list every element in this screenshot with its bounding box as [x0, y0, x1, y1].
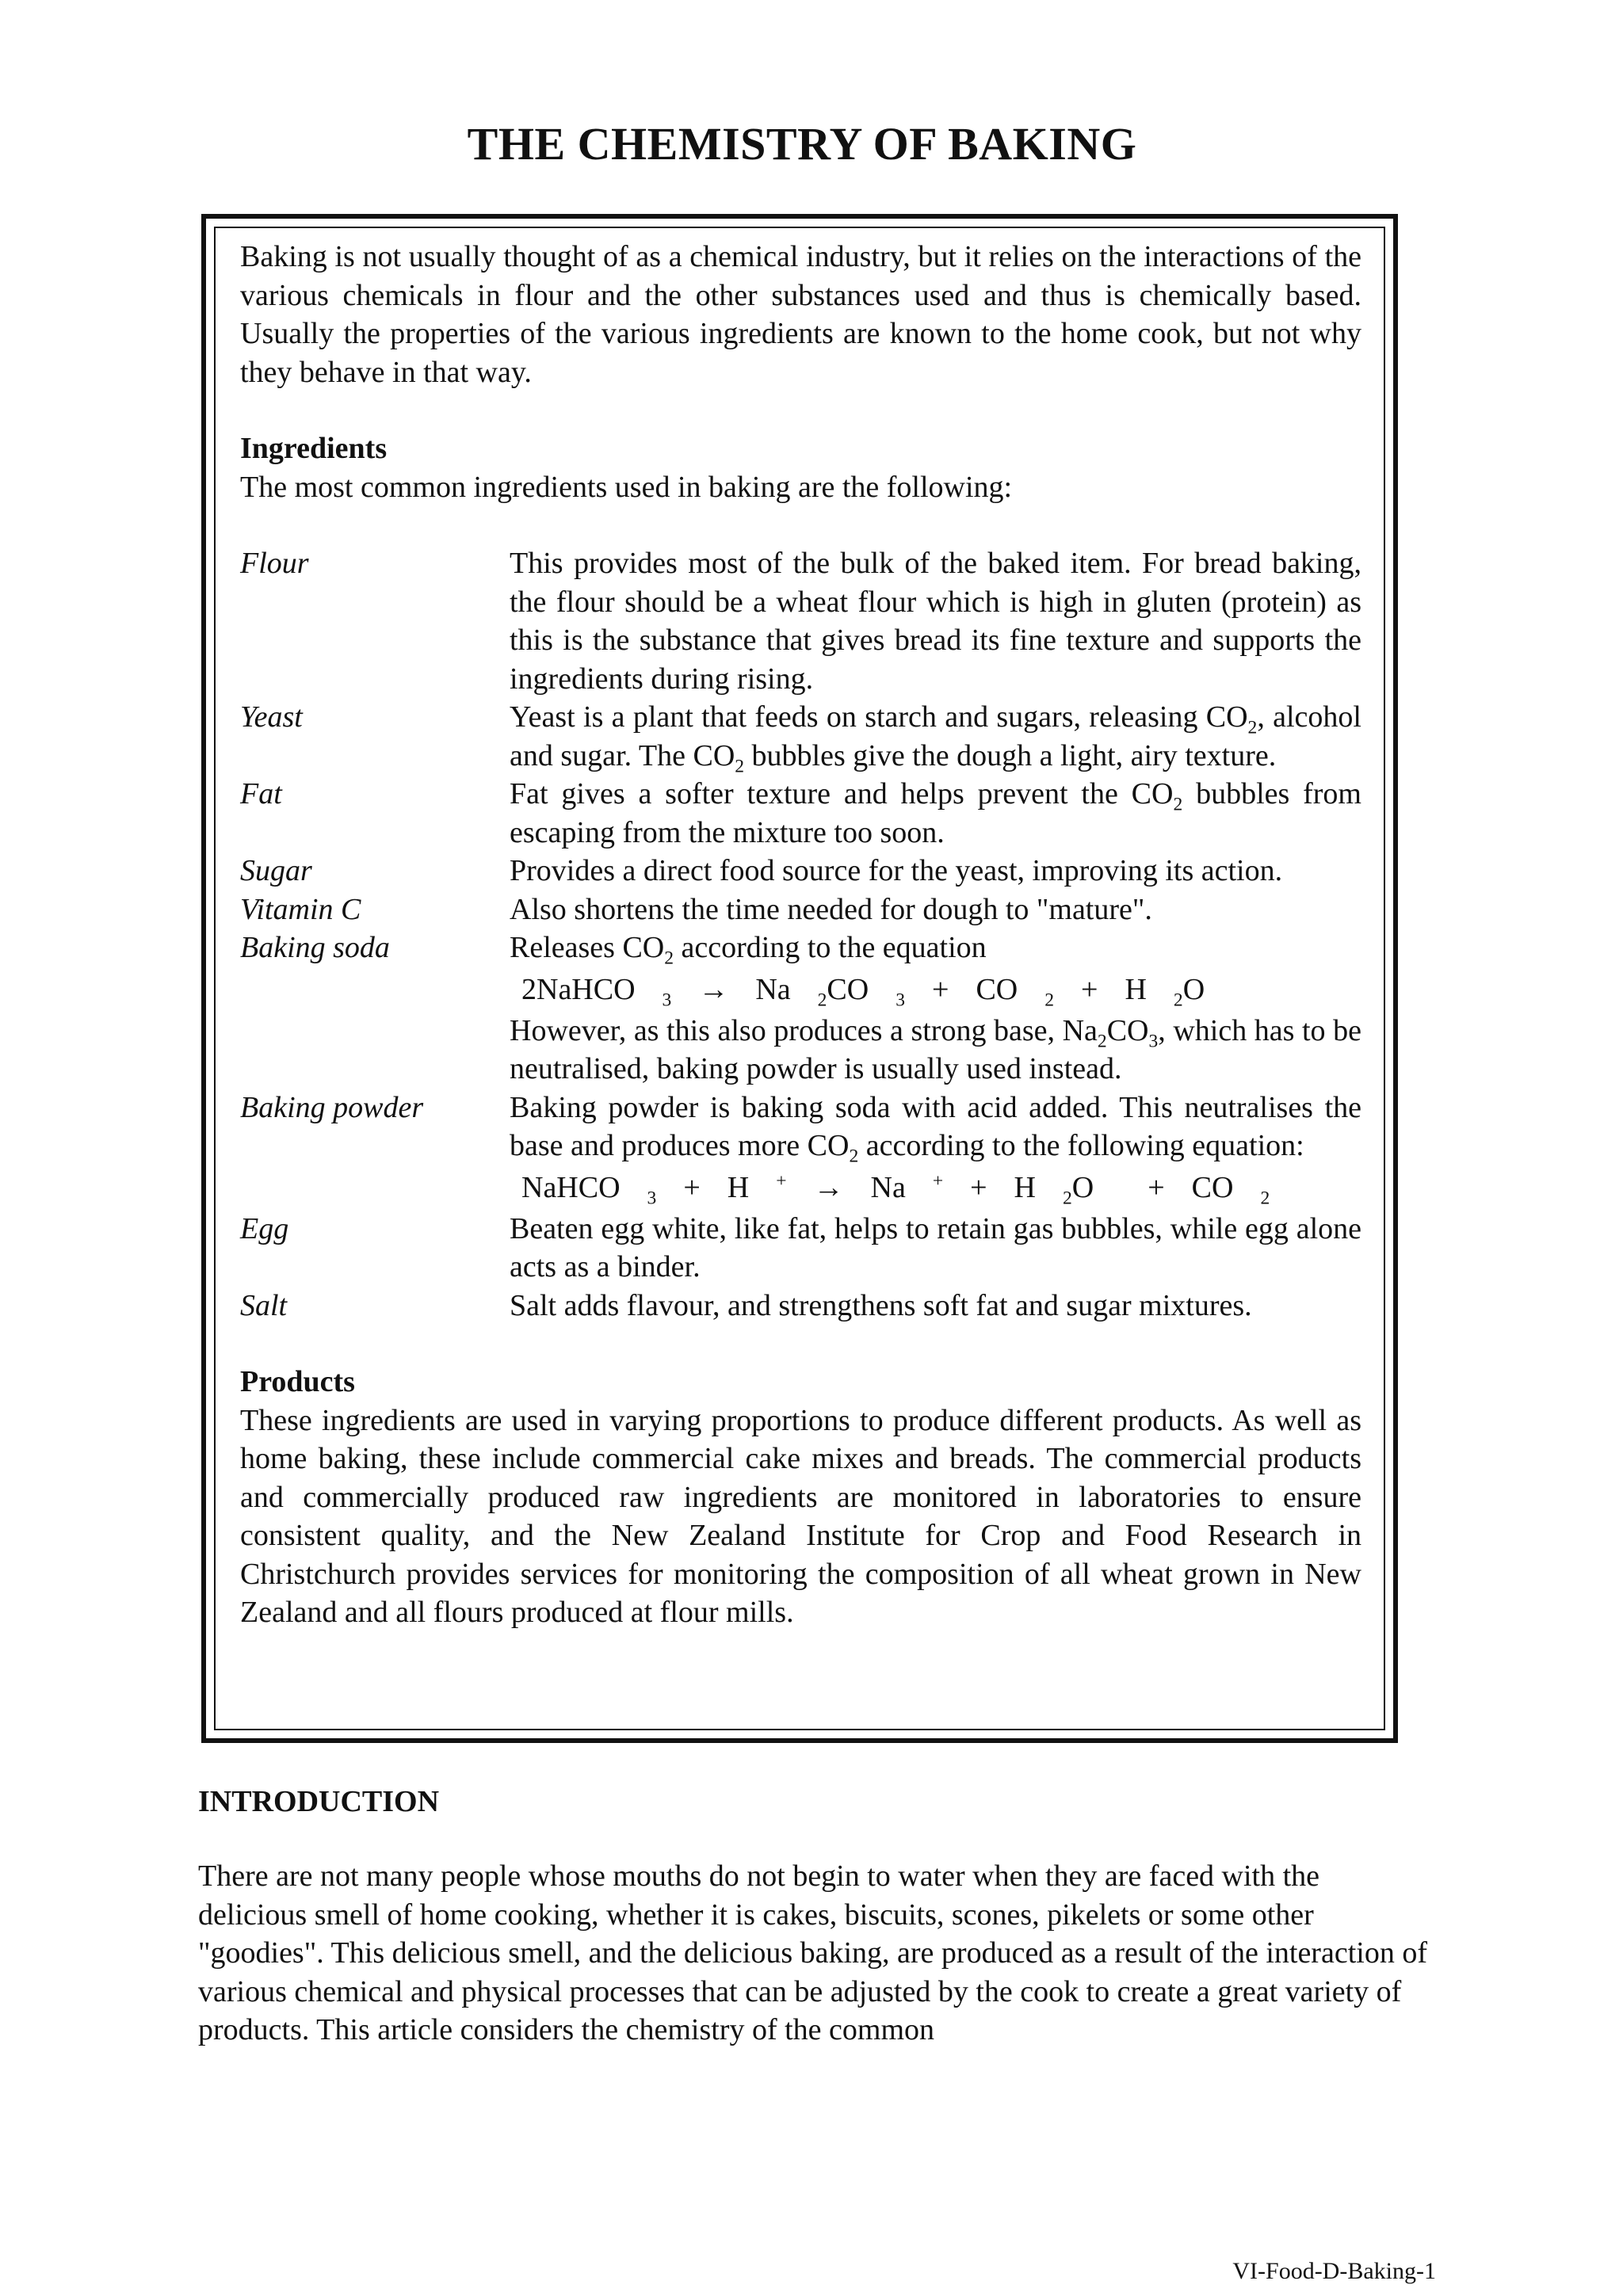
summary-box-content [240, 238, 1361, 1632]
ingredient-row-baking-soda [240, 929, 1361, 1089]
ingredient-term: Egg [240, 1211, 289, 1245]
ingredient-row-sugar [240, 852, 1361, 891]
page-title: THE CHEMISTRY OF BAKING [467, 118, 1137, 170]
ingredient-description: Also shortens the time needed for dough to "mature". [510, 892, 1152, 926]
products-heading: Products [240, 1365, 355, 1398]
ingredient-term: Salt [240, 1288, 288, 1322]
ingredients-heading: Ingredients [240, 432, 388, 465]
ingredient-description: Salt adds flavour, and strengthens soft fat and sugar mixtures. [510, 1288, 1252, 1322]
ingredient-row-flour [240, 544, 1361, 698]
ingredient-description: Yeast is a plant that feeds on starch and sugars, releasing $CO_2$, alcohol and sugar. The $CO_2$ bubbles give the dough a light, airy texture. [510, 700, 1361, 777]
equation-baking-powder: NaHCO $_3$ + H + → Na + + H $_2$O + CO $_2$ [521, 1169, 1270, 1209]
ingredient-row-egg [240, 1210, 1361, 1287]
ingredient-description: Provides a direct food source for the yeast, improving its action. [510, 854, 1283, 887]
ingredient-description: This provides most of the bulk of the baked item. For bread baking, the flour should be a wheat flour which is high in gluten (protein) as this is the substance that gives bread its fine texture and supports the ingredients during rising. [510, 547, 1361, 696]
ingredient-term: Baking powder [240, 1090, 424, 1124]
ingredient-description: Baking powder is baking soda with acid added. This neutralises the base and produces more $CO_2$ according to the following equation: NaHCO $_3$ + H + → Na + + H $_2$O + CO $_2$ [510, 1090, 1361, 1209]
box-intro-paragraph: Baking is not usually thought of as a chemical industry, but it relies on the interactions of the various chemicals in flour and the other substances used and thus is chemically based. Usually the properties of the various ingredients are known to the home cook, but not why they behave in that way. [240, 240, 1361, 389]
ingredient-term: Vitamin C [240, 892, 361, 926]
ingredient-row-fat [240, 775, 1361, 852]
ingredient-description: Fat gives a softer texture and helps prevent the $CO_2$ bubbles from escaping from the mixture too soon. [510, 777, 1361, 849]
ingredient-row-baking-powder [240, 1089, 1361, 1210]
ingredient-row-vitamin-c [240, 891, 1361, 929]
ingredient-description: Beaten egg white, like fat, helps to retain gas bubbles, while egg alone acts as a binder. [510, 1211, 1361, 1283]
ingredient-term: Flour [240, 547, 309, 580]
introduction-heading: INTRODUCTION [198, 1785, 440, 1818]
ingredient-row-yeast [240, 698, 1361, 775]
ingredient-term: Sugar [240, 854, 312, 887]
ingredients-intro: The most common ingredients used in baking are the following: [240, 470, 1013, 504]
ingredient-row-salt [240, 1287, 1361, 1325]
ingredient-term: Yeast [240, 700, 303, 734]
ingredient-description: Releases $CO_2$ according to the equation 2NaHCO $_3$ → Na $_2$CO $_3$ + CO $_2$ + H $_2$O However, as this also produces a strong base, $Na_2CO_3$, which has to be neutralised, baking powder is usually used instead. [510, 931, 1361, 1085]
equation-baking-soda: 2NaHCO $_3$ → Na $_2$CO $_3$ + CO $_2$ + H $_2$O [521, 972, 1205, 1011]
page-footer: VI-Food-D-Baking-1 [1232, 2258, 1436, 2284]
introduction-paragraph: There are not many people whose mouths do not begin to water when they are faced with the delicious smell of home cooking, whether it is cakes, biscuits, scones, pikelets or some other "goodies". This delicious smell, and the delicious baking, are produced as a result of the interaction of various chemical and physical processes that can be adjusted by the cook to create a great variety of products. This article considers the chemistry of the common [198, 1859, 1427, 2046]
products-paragraph: These ingredients are used in varying proportions to produce different products. As well as home baking, these include commercial cake mixes and breads. The commercial products and commercially produced raw ingredients are monitored in laboratories to ensure consistent quality, and the New Zealand Institute for Crop and Food Research in Christchurch provides services for monitoring the composition of all wheat grown in New Zealand and all flours produced at flour mills. [240, 1403, 1361, 1629]
ingredient-term: Baking soda [240, 931, 390, 964]
ingredient-term: Fat [240, 777, 282, 810]
